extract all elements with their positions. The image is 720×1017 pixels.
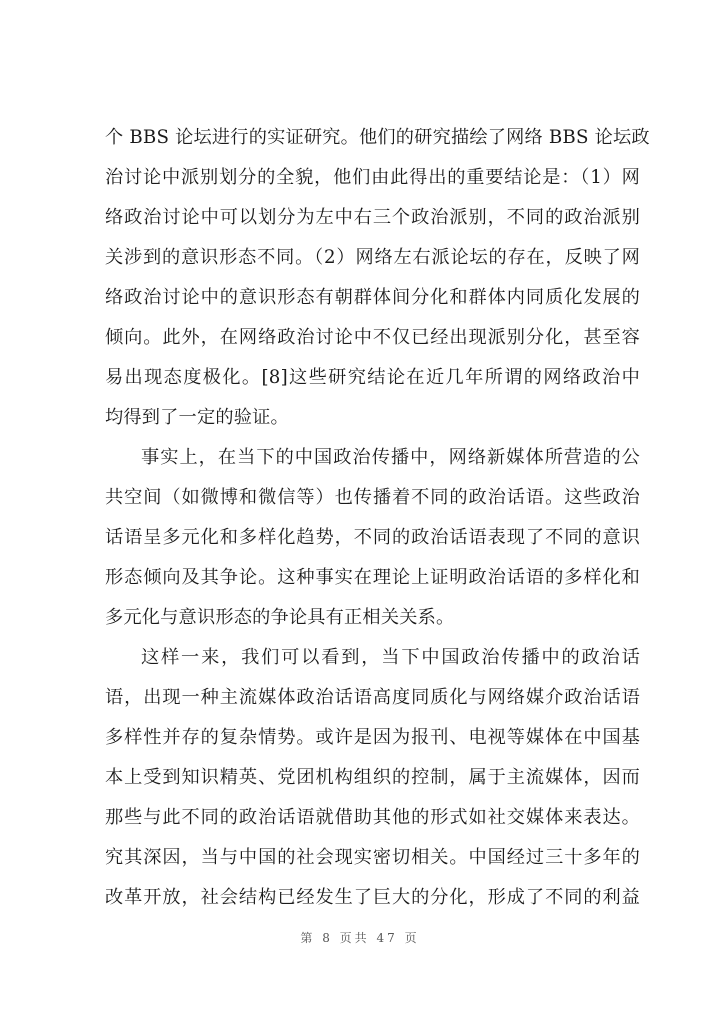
text-line: 共空间（如微博和微信等）也传播着不同的政治话语。这些政治 — [105, 487, 640, 508]
text-line: 形态倾向及其争论。这种事实在理论上证明政治话语的多样化和 — [105, 567, 640, 588]
text-line: 话语呈多元化和多样化趋势，不同的政治话语表现了不同的意识 — [105, 527, 640, 548]
paragraph-first-line: 这样一来，我们可以看到，当下中国政治传播中的政治话 — [141, 647, 640, 668]
text-line: 改革开放，社会结构已经发生了巨大的分化，形成了不同的利益 — [105, 887, 640, 908]
page-number-footer: 第 8 页共 47 页 — [300, 931, 420, 945]
text-line: 治讨论中派别划分的全貌，他们由此得出的重要结论是：（1）网 — [105, 167, 640, 188]
text-line: 倾向。此外，在网络政治讨论中不仅已经出现派别分化，甚至容 — [105, 327, 640, 348]
text-line: 那些与此不同的政治话语就借助其他的形式如社交媒体来表达。 — [105, 807, 640, 828]
text-line: 均得到了一定的验证。 — [105, 407, 289, 428]
text-line: 络政治讨论中的意识形态有朝群体间分化和群体内同质化发展的 — [105, 287, 640, 308]
text-line: 多元化与意识形态的争论具有正相关关系。 — [105, 607, 455, 628]
text-line: 多样性并存的复杂情势。或许是因为报刊、电视等媒体在中国基 — [105, 727, 640, 748]
text-line: 个 BBS 论坛进行的实证研究。他们的研究描绘了网络 BBS 论坛政 — [105, 127, 650, 148]
text-line: 关涉到的意识形态不同。（2）网络左右派论坛的存在，反映了网 — [105, 247, 640, 268]
text-line: 易出现态度极化。[8]这些研究结论在近几年所谓的网络政治中 — [105, 367, 640, 388]
text-line: 本上受到知识精英、党团机构组织的控制，属于主流媒体，因而 — [105, 767, 640, 788]
text-line: 语，出现一种主流媒体政治话语高度同质化与网络媒介政治话语 — [105, 687, 640, 708]
text-line: 络政治讨论中可以划分为左中右三个政治派别，不同的政治派别 — [105, 207, 640, 228]
paragraph-first-line: 事实上，在当下的中国政治传播中，网络新媒体所营造的公 — [141, 447, 640, 468]
text-line: 究其深因，当与中国的社会现实密切相关。中国经过三十多年的 — [105, 847, 640, 868]
